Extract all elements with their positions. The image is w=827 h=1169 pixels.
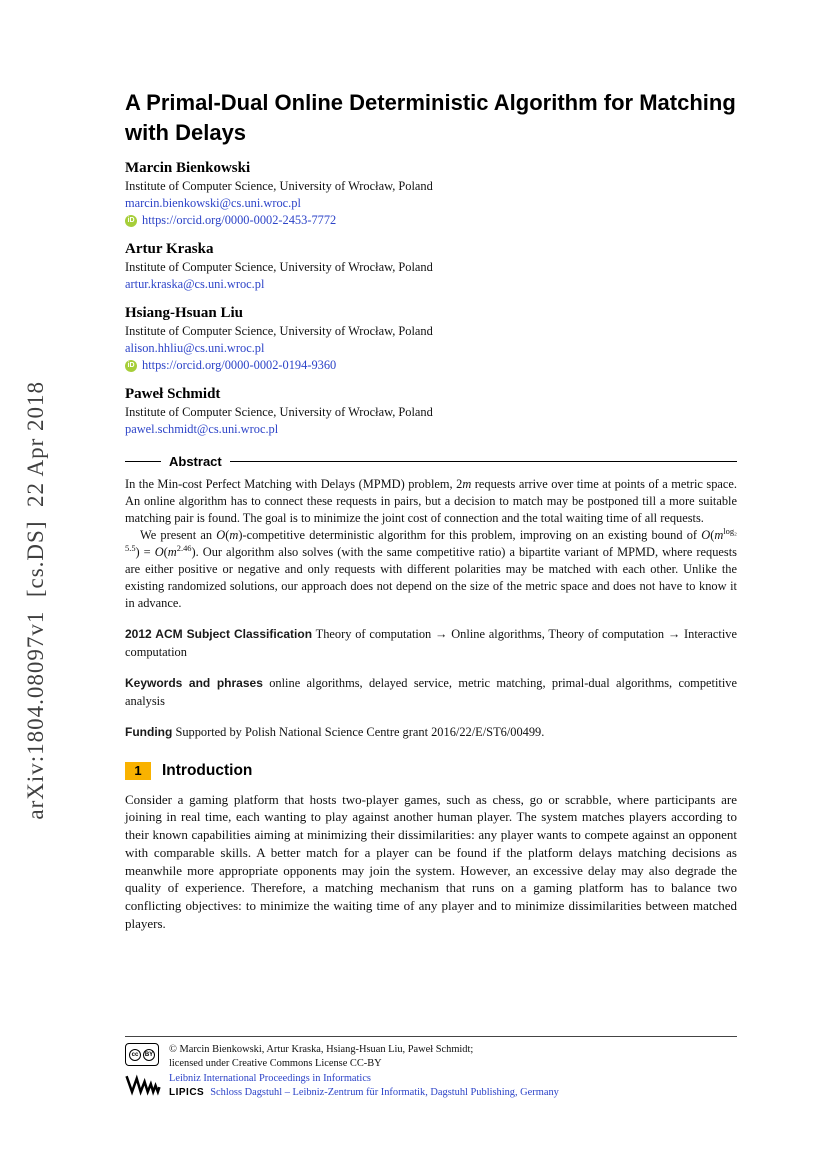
intro-paragraph: Consider a gaming platform that hosts two-player games, such as chess, go or scrabble, where participants are joining in real time, each wanting to play against another human player. The system matches players according to their known capabilities aiming at minimizing their dissimilarities: any player wants to compete against an opponent with comparable skills. A better match for a player can be found if the platform delays matching decisions as meanwhile more appropriate opponents may join the system. However, an excessive delay may also degrade the quality of experience. Therefore, a matching mechanism that runs on a gaming platform has to balance two conflicting objectives: to minimize the waiting time of any player and to minimize dissimilarities between matched players. — [125, 791, 737, 932]
license-line: licensed under Creative Commons License CC-BY — [169, 1057, 382, 1069]
funding-label: Funding — [125, 725, 173, 739]
author-name: Artur Kraska — [125, 241, 214, 257]
keywords-text: online algorithms, delayed service, metric matching, primal-dual algorithms, competitive analysis — [125, 676, 737, 708]
keywords-block — [125, 675, 737, 710]
acm-classification-text: Theory of computation → Online algorithms, Theory of computation → Interactive computation — [125, 627, 737, 659]
funding-text: Supported by Polish National Science Centre grant 2016/22/E/ST6/00499. — [175, 725, 545, 739]
funding-block — [125, 724, 737, 742]
author-affiliation: Institute of Computer Science, University of Wrocław, Poland — [125, 324, 433, 338]
author-affiliation: Institute of Computer Science, University of Wrocław, Poland — [125, 405, 433, 419]
author-name: Hsiang-Hsuan Liu — [125, 305, 243, 321]
section-number-badge: 1 — [125, 762, 151, 780]
acm-classification — [125, 626, 737, 661]
section-heading — [125, 762, 737, 780]
orcid-icon: iD — [125, 360, 137, 372]
footer-rule — [125, 1036, 737, 1037]
cc-by-badge[interactable] — [125, 1043, 159, 1066]
copyright-line: © Marcin Bienkowski, Artur Kraska, Hsiang-Hsuan Liu, Paweł Schmidt; — [169, 1044, 474, 1055]
acm-classification-label: 2012 ACM Subject Classification — [125, 627, 313, 641]
keywords-label: Keywords and phrases — [125, 676, 263, 690]
author-affiliation: Institute of Computer Science, University of Wrocław, Poland — [125, 260, 433, 274]
publisher-link[interactable]: Schloss Dagstuhl – Leibniz-Zentrum für Informatik, Dagstuhl Publishing, Germany — [210, 1086, 559, 1098]
author-email-link[interactable]: artur.kraska@cs.uni.wroc.pl — [125, 277, 265, 291]
author-name: Paweł Schmidt — [125, 386, 221, 402]
abstract-rule-left — [125, 461, 161, 462]
arxiv-stamp: arXiv:1804.08097v1 [cs.DS] 22 Apr 2018 — [23, 380, 48, 820]
orcid-link[interactable]: https://orcid.org/0000-0002-0194-9360 — [142, 358, 337, 372]
author-name: Marcin Bienkowski — [125, 160, 251, 176]
paper-title: A Primal-Dual Online Deterministic Algorithm for Matching with Delays — [125, 90, 736, 145]
cc-icon: cc — [129, 1049, 141, 1061]
abstract-heading-rule — [125, 454, 737, 469]
abstract-rule-right — [230, 461, 737, 462]
author-block — [125, 385, 737, 438]
author-block — [125, 304, 737, 374]
footer — [125, 1036, 737, 1101]
arxiv-stamp-container — [12, 320, 60, 880]
orcid-link[interactable]: https://orcid.org/0000-0002-2453-7772 — [142, 213, 337, 227]
lipics-series-link[interactable]: Leibniz International Proceedings in Informatics — [169, 1073, 371, 1084]
author-block — [125, 240, 737, 293]
abstract-paragraph: We present an O(m)-competitive deterministic algorithm for this problem, improving on an existing bound of $O(m^{log_2 5.5}) = O(m^{2.46})$. Our algorithm also solves (with the same competitive ratio) a bipartite variant of MPMD, where requests are either positive or negative and only requests with different polarities may be matched with each other. Unlike the existing randomized solutions, our approach does not depend on the size of the metric space and does not have to know it in advance. — [125, 525, 737, 610]
abstract-heading: Abstract — [169, 454, 222, 469]
author-email-link[interactable]: marcin.bienkowski@cs.uni.wroc.pl — [125, 196, 301, 210]
section-title: Introduction — [162, 761, 253, 779]
lipics-logo — [125, 1072, 161, 1096]
author-email-link[interactable]: pawel.schmidt@cs.uni.wroc.pl — [125, 422, 279, 436]
author-block — [125, 159, 737, 229]
cc-by-icon: BY — [143, 1049, 155, 1061]
paper-content — [125, 88, 737, 933]
abstract-paragraph: In the Min-cost Perfect Matching with Delays (MPMD) problem, 2m requests arrive over time at points of a metric space. An online algorithm has to connect these requests in pairs, but a decision to match may be postponed till a more suitable matching pair is found. The goal is to minimize the joint cost of connection and the total waiting time of all requests. — [125, 477, 737, 525]
author-affiliation: Institute of Computer Science, University of Wrocław, Poland — [125, 179, 433, 193]
lipics-wordmark: LIPICS — [169, 1086, 205, 1098]
author-email-link[interactable]: alison.hhliu@cs.uni.wroc.pl — [125, 341, 265, 355]
orcid-icon: iD — [125, 215, 137, 227]
